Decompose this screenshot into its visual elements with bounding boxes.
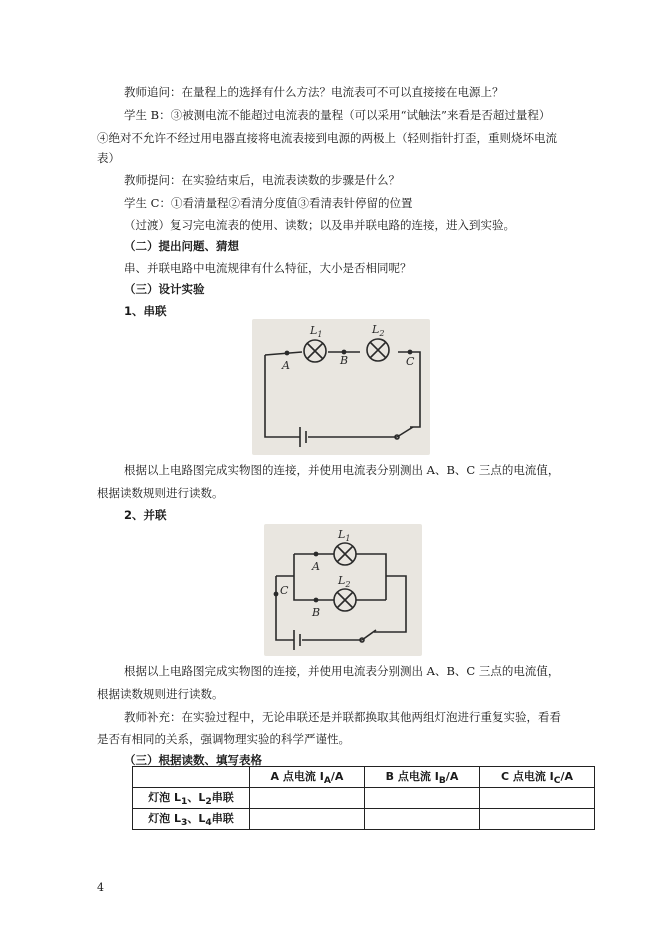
label-a: A bbox=[282, 359, 290, 372]
table-header-cell: A 点电流 $I_A/A$ bbox=[250, 767, 365, 788]
paragraph-teacher-supplement: 教师补充：在实验过程中，无论串联还是并联都换取其他两组灯泡进行重复实验，看看 bbox=[124, 710, 561, 724]
heading-series: 1、串联 bbox=[124, 304, 167, 318]
label-a: A bbox=[312, 560, 320, 573]
parallel-circuit-diagram bbox=[264, 524, 422, 656]
label-l2: $L_2$ bbox=[372, 323, 385, 338]
table-header-cell: B 点电流 $I_B/A$ bbox=[365, 767, 480, 788]
paragraph-teacher-question-range: 教师追问：在量程上的选择有什么方法？电流表可不可以直接接在电源上？ bbox=[124, 85, 504, 99]
results-table bbox=[132, 766, 595, 830]
label-b: B bbox=[340, 354, 349, 367]
paragraph-teacher-question-reading: 教师提问：在实验结束后，电流表读数的步骤是什么？ bbox=[124, 173, 400, 187]
paragraph-student-c: 学生 C：①看清量程②看清分度值③看清表针停留的位置 bbox=[124, 196, 413, 210]
table-row-label: 灯泡 $L_1$、$L_2$串联 bbox=[133, 788, 250, 809]
paragraph-transition: （过渡）复习完电流表的使用、读数；以及串并联电路的连接，进入到实验。 bbox=[124, 218, 515, 232]
label-c: C bbox=[280, 584, 289, 597]
table-row bbox=[133, 809, 595, 830]
paragraph-parallel-instruction-cont: 根据读数规则进行读数。 bbox=[97, 687, 224, 701]
label-c: C bbox=[406, 355, 415, 368]
table-cell-input[interactable] bbox=[250, 809, 365, 830]
paragraph-teacher-supplement-cont: 是否有相同的关系，强调物理实验的科学严谨性。 bbox=[97, 732, 350, 746]
label-l2: $L_2$ bbox=[338, 574, 351, 589]
junction-a bbox=[285, 351, 290, 356]
heading-problem-hypothesis: （二）提出问题、猜想 bbox=[124, 239, 239, 253]
label-b: B bbox=[312, 606, 321, 619]
paragraph-student-b-cont: ④绝对不允许不经过用电器直接将电流表接到电源的两极上（轻则指针打歪，重则烧坏电流 bbox=[97, 131, 557, 145]
page-number: 4 bbox=[97, 881, 104, 894]
table-cell-input[interactable] bbox=[480, 809, 595, 830]
table-row-label: 灯泡 $L_3$、$L_4$串联 bbox=[133, 809, 250, 830]
paragraph-student-b-end: 表） bbox=[97, 151, 120, 165]
table-cell-input[interactable] bbox=[250, 788, 365, 809]
heading-design-experiment: （三）设计实验 bbox=[124, 282, 205, 296]
table-header-cell: C 点电流 $I_C/A$ bbox=[480, 767, 595, 788]
label-l1: $L_1$ bbox=[338, 528, 351, 543]
junction-c bbox=[274, 592, 279, 597]
junction-b bbox=[314, 598, 319, 603]
paragraph-question: 串、并联电路中电流规律有什么特征，大小是否相同呢？ bbox=[124, 261, 412, 275]
table-cell-input[interactable] bbox=[480, 788, 595, 809]
paragraph-series-instruction-cont: 根据读数规则进行读数。 bbox=[97, 486, 224, 500]
table-cell-input[interactable] bbox=[365, 809, 480, 830]
paragraph-student-b: 学生 B：③被测电流不能超过电流表的量程（可以采用“试触法”来看是否超过量程） bbox=[124, 108, 551, 122]
table-cell-input[interactable] bbox=[365, 788, 480, 809]
paragraph-parallel-instruction: 根据以上电路图完成实物图的连接，并使用电流表分别测出 A、B、C 三点的电流值， bbox=[124, 664, 560, 678]
table-header-row bbox=[133, 767, 595, 788]
series-circuit-diagram bbox=[252, 319, 430, 455]
paragraph-series-instruction: 根据以上电路图完成实物图的连接，并使用电流表分别测出 A、B、C 三点的电流值， bbox=[124, 463, 560, 477]
heading-fill-table: （三）根据读数、填写表格 bbox=[124, 753, 262, 767]
label-l1: $L_1$ bbox=[310, 324, 323, 339]
heading-parallel: 2、并联 bbox=[124, 508, 167, 522]
junction-a bbox=[314, 552, 319, 557]
junction-c bbox=[408, 350, 413, 355]
table-header-cell-empty bbox=[133, 767, 250, 788]
table-row bbox=[133, 788, 595, 809]
